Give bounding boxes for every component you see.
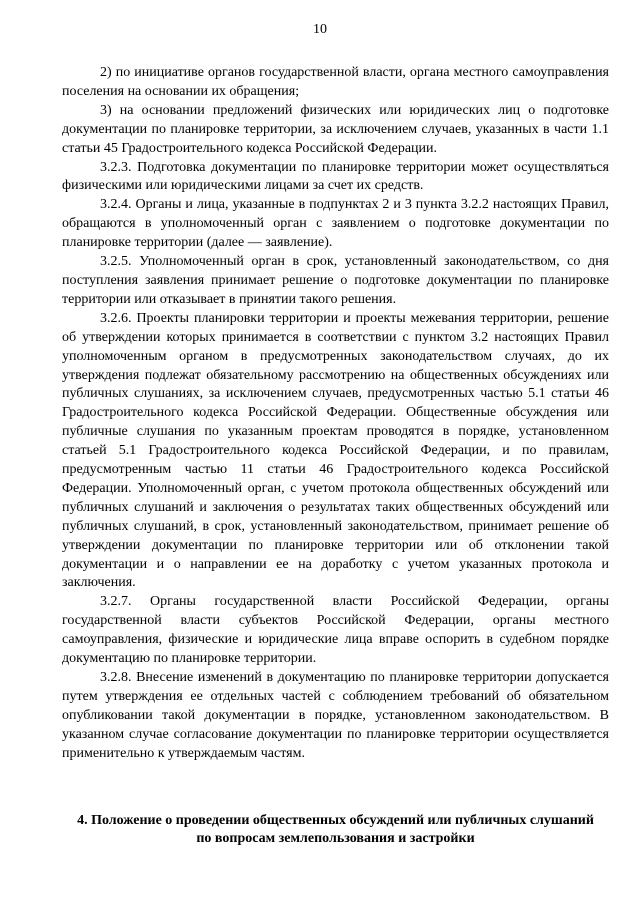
section-heading: 4. Положение о проведении общественных обсуждений или публичных слушаний по вопросам землепользования и застройки [77,812,594,847]
paragraph-item-3: 3) на основании предложений физических или юридических лиц о подготовке документации по планировке территории, за исключением случаев, указанных в части 1.1 статьи 45 Градостроительного кодекса Российской Федерации. [62,102,609,156]
paragraph-3-2-6: 3.2.6. Проекты планировки территории и проекты межевания территории, решение об утверждении которых принимается в соответствии с пунктом 3.2 настоящих Правил уполномоченным органом в предусмотренных законодательством случаях, до их утверждения подлежат обязательному рассмотрению на общественных обсуждениях или публичных слушаниях, за исключением случаев, предусмотренных частью 5.1 статьи 46 Градостроительного кодекса Российской Федерации. Общественные обсуждения или публичные слушания по указанным проектам проводятся в порядке, установленном статьей 5.1 Градостроительного кодекса Российской Федерации, и по правилам, предусмотренным частью 11 статьи 46 Градостроительного кодекса Российской Федерации. Уполномоченный орган, с учетом протокола общественных обсуждений или публичных слушаний и заключения о результатах таких общественных обсуждений или публичных слушаний, в срок, установленный законодательством, принимает решение об утверждении документации по планировке территории или об отклонении такой документации и о направлении ее на доработку с учетом указанных протокола и заключения. [62,310,609,591]
paragraph-3-2-8: 3.2.8. Внесение изменений в документацию по планировке территории допускается путем утверждения ее отдельных частей с соблюдением требований об обязательном опубликовании такой документации в порядке, установленном законодательством. В указанном случае согласование документации по планировке территории осуществляется применительно к утверждаемым частям. [62,670,609,761]
paragraph-3-2-3: 3.2.3. Подготовка документации по планировке территории может осуществляться физическими или юридическими лицами за счет их средств. [62,159,609,194]
page-number: 10 [313,22,327,37]
document-body [62,64,609,849]
paragraph-3-2-4: 3.2.4. Органы и лица, указанные в подпунктах 2 и 3 пункта 3.2.2 настоящих Правил, обращаются в уполномоченный орган с заявлением о подготовке документации по планировке территории (далее — заявление). [62,197,609,251]
paragraph-item-2: 2) по инициативе органов государственной власти, органа местного самоуправления поселения на основании их обращения; [62,65,609,99]
paragraph-3-2-5: 3.2.5. Уполномоченный орган в срок, установленный законодательством, со дня поступления заявления принимает решение о подготовке документации по планировке территории или отказывает в принятии такого решения. [62,254,609,307]
paragraph-3-2-7: 3.2.7. Органы государственной власти Российской Федерации, органы государственной власти субъектов Российской Федерации, органы местного самоуправления, физические и юридические лица вправе оспорить в судебном порядке документацию по планировке территории. [62,594,609,667]
